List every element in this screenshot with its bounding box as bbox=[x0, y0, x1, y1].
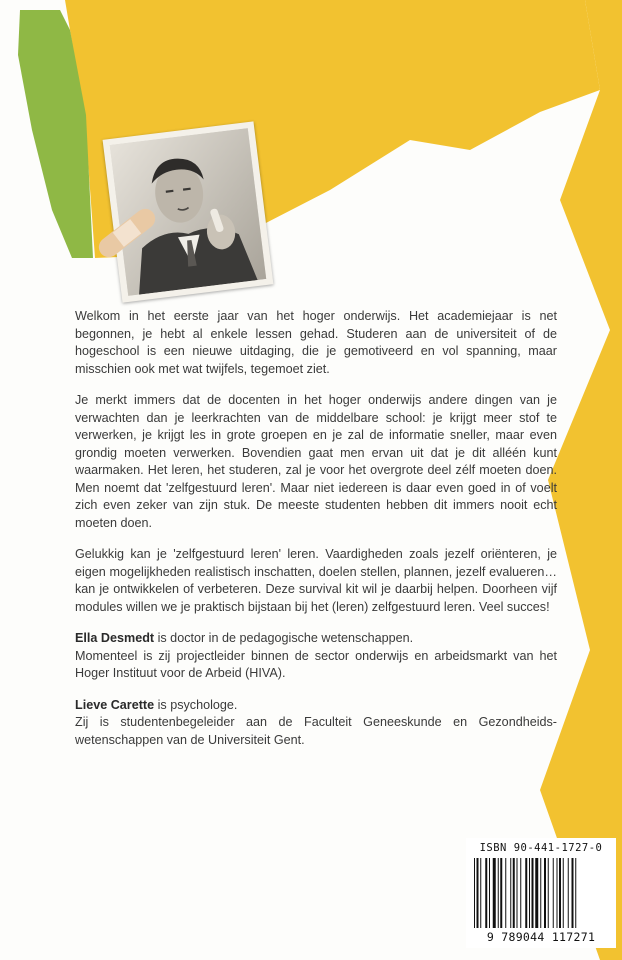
bandage-icon bbox=[92, 208, 162, 258]
expectations-paragraph: Je merkt immers dat de docenten in het hoger onderwijs andere dingen van je verwachten dan je leerkrachten van de middelbare school: je krijgt meer stof te verwerken, je krijgt les in grote groepen en je zal de informatie sneller, maar even grondig moeten verwerken. Bovendien gaat men ervan uit dat je dit alléén kunt waarmaken. Het leren, het studeren, zal je voor het overgrote deel zélf moeten doen. Men noemt dat 'zelfgestuurd leren'. Maar niet iedereen is daar even goed in of voelt zich even zeker van zijn stuk. De meeste studenten hebben dit immers nooit echt moeten doen. bbox=[75, 393, 557, 530]
isbn-label: ISBN 90-441-1727-0 bbox=[479, 842, 603, 854]
author-detail-desmedt: Momenteel is zij projectleider binnen de sector onderwijs en arbeidsmarkt van het Hoger Instituut voor de Arbeid (HIVA). bbox=[75, 648, 557, 680]
author-detail-carette: Zij is studentenbegeleider aan de Faculteit Geneeskunde en Gezondheids-wetenschappen van de Universiteit Gent. bbox=[75, 715, 557, 747]
back-cover-text bbox=[75, 308, 557, 749]
author-name: Ella Desmedt bbox=[75, 631, 155, 645]
barcode-bars bbox=[472, 858, 610, 928]
isbn-barcode bbox=[466, 838, 616, 948]
ean-digits: 9 789044 117271 bbox=[486, 930, 596, 944]
author-bio-desmedt bbox=[75, 630, 557, 648]
author-bio-carette bbox=[75, 697, 557, 715]
author-name: Lieve Carette bbox=[75, 697, 155, 712]
author-intro: is doctor in de pedagogische wetenschappen. bbox=[154, 631, 414, 645]
author-intro: is psychologe. bbox=[154, 697, 238, 712]
survival-kit-paragraph: Gelukkig kan je 'zelfgestuurd leren' leren. Vaardigheden zoals jezelf oriënteren, je eigen mogelijkheden realistisch inschatten, doelen stellen, plannen, jezelf evalueren… kan je ontwikkelen of verbeteren. Deze survival kit wil je daarbij helpen. Doorheen vijf modules willen we je praktisch bijstaan bij het (leren) zelfgestuurd leren. Veel succes! bbox=[75, 547, 557, 614]
intro-paragraph: Welkom in het eerste jaar van het hoger onderwijs. Het academiejaar is net begonnen, je hebt al enkele lessen gehad. Studeren aan de universiteit of de hogeschool is een nieuwe uitdaging, die je gemotiveerd en vol spanning, maar misschien ook met wat twijfels, tegemoet ziet. bbox=[75, 309, 557, 376]
